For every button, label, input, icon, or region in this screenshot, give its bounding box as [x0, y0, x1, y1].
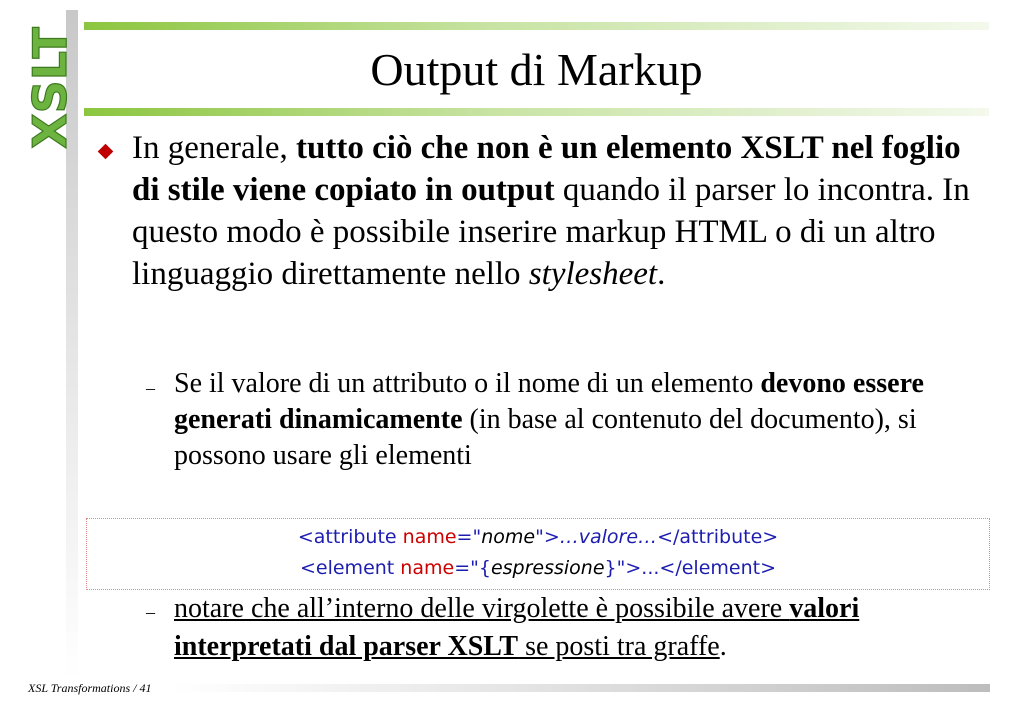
bullet-italic: stylesheet: [528, 256, 658, 292]
sub1-bold: devono essere generati dinamicamente: [174, 368, 924, 435]
code1-open: <attribute: [297, 526, 403, 548]
code2-close: }">: [604, 557, 642, 579]
sub-bullet-2: [146, 590, 946, 666]
code1-content: …valore…: [559, 526, 658, 548]
title-rule: [84, 108, 989, 116]
code1-end: </attribute>: [657, 526, 779, 548]
code1-attr: name: [402, 526, 457, 548]
code2-content: ...: [641, 557, 660, 579]
xslt-logo: [20, 8, 80, 168]
dash-bullet-icon: –: [146, 378, 155, 398]
code2-val: espressione: [490, 557, 605, 579]
sub-bullet-1: [146, 366, 946, 474]
sub-bullet-2-text: [174, 590, 946, 666]
page-title: Output di Markup: [370, 44, 703, 95]
sub-bullet-1-text: [174, 366, 946, 474]
code-line-attribute: [87, 526, 989, 548]
sub1-post: (in base al contenuto del documento), si possono usare gli elementi: [174, 404, 917, 471]
bullet-end: .: [657, 256, 666, 292]
sub2-underlined: [174, 593, 859, 662]
sub1-pre: Se il valore di un attributo o il nome di un elemento: [174, 368, 761, 399]
code1-close: ">: [535, 526, 560, 548]
logo-text: XSLT: [23, 27, 77, 149]
bullet-intro: In generale,: [132, 130, 296, 166]
code2-eq: ="{: [454, 557, 491, 579]
footer-text: XSL Transformations / 41: [28, 681, 152, 695]
main-bullet-text: [132, 127, 980, 295]
top-rule: [84, 22, 989, 30]
sub2-end: .: [719, 631, 727, 662]
code2-attr: name: [400, 557, 455, 579]
code1-val: nome: [481, 526, 536, 548]
sub2-pre: notare che all’interno delle virgolette è possibile avere: [174, 593, 790, 624]
sub2-post: se posti tra graffe: [518, 631, 720, 662]
dash-bullet-icon: –: [146, 602, 155, 622]
bullet-rest: quando il parser lo incontra. In questo modo è possibile inserire markup HTML o di un altro linguaggio direttamente nello: [132, 172, 970, 292]
code2-open: <element: [299, 557, 401, 579]
main-bullet: [100, 127, 980, 295]
code1-eq: =": [456, 526, 482, 548]
code-box: [86, 518, 990, 590]
bullet-bold: tutto ciò che non è un elemento XSLT nel foglio di stile viene copiato in output: [132, 130, 961, 208]
footer-rule: [170, 684, 990, 692]
diamond-bullet-icon: [98, 144, 114, 160]
code2-end: </element>: [659, 557, 776, 579]
sub2-bold: valori interpretati dal parser XSLT: [174, 593, 860, 662]
code-line-element: [87, 557, 989, 579]
